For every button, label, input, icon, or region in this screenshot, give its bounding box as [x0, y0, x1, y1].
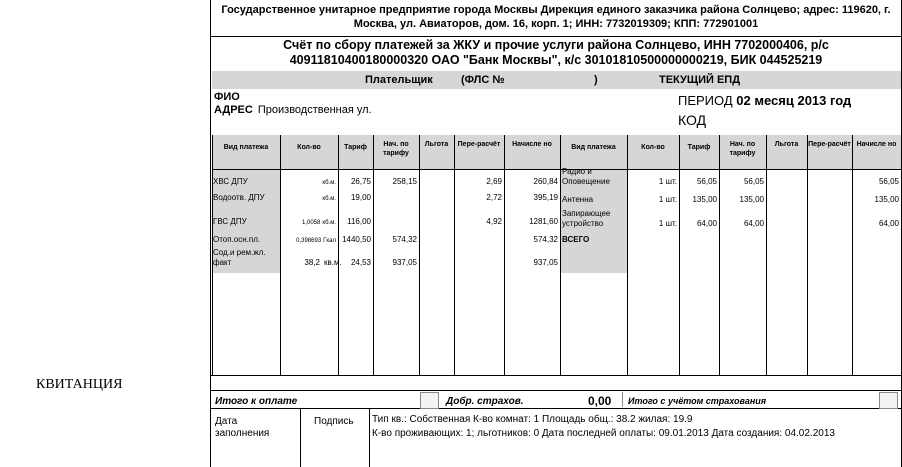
table-col-line [454, 135, 455, 375]
bill-header [212, 38, 900, 68]
left-row-name: Водоотв. ДПУ [213, 193, 265, 202]
info-block [372, 413, 835, 441]
itogo-ins-label: Итого с учётом страхования [628, 396, 767, 406]
left-row-name: Отоп.осн.пл. [213, 235, 261, 244]
left-header-cell: Вид платежа [223, 144, 269, 151]
right-row-name: Антенна [562, 195, 594, 204]
total-label: ВСЕГО [562, 235, 590, 244]
right-row-qty: 1 шт. [658, 219, 677, 228]
left-row-name: Сод.и рем.жл. факт [213, 248, 266, 267]
table-col-line [419, 135, 420, 375]
left-row-qty [280, 218, 336, 228]
table-col-line [280, 135, 281, 375]
table-col-line [766, 135, 767, 375]
address-label: АДРЕС [214, 104, 253, 116]
left-row-total: 260,84 [533, 177, 558, 186]
right-header-cell: Льгота [774, 141, 799, 148]
itogo-ins-box [879, 392, 898, 409]
bill-line-2: 40911810400180000320 ОАО "Банк Москвы", к/с 30101810500000000219, БИК 044525219 [289, 53, 823, 67]
address-row [214, 104, 372, 116]
left-header-cell: Пере-расчёт [457, 141, 501, 148]
left-header-cell: Льгота [424, 141, 449, 148]
left-row-tariff: 26,75 [350, 177, 371, 186]
table-col-line [373, 135, 374, 375]
divider [210, 375, 902, 376]
table-col-line [504, 135, 505, 375]
epd-label: ТЕКУЩИЙ ЕПД [659, 74, 741, 86]
divider [210, 390, 902, 391]
address-value: Производственная ул. [257, 104, 372, 116]
table-col-line [807, 135, 808, 375]
left-border [210, 0, 211, 467]
info-line-2: К-во проживающих: 1; льготников: 0 Дата последней оплаты: 09.01.2013 Дата создания: 04.02.2013 [372, 428, 835, 439]
table-col-line [679, 135, 680, 375]
insurance-label: Добр. страхов. [446, 396, 524, 407]
right-row-qty: 1 шт. [658, 195, 677, 204]
divider [300, 408, 301, 467]
table-col-line [627, 135, 628, 375]
kod-label: КОД [678, 112, 707, 128]
table-header-line [212, 169, 901, 170]
right-header-cell: Тариф [687, 144, 711, 151]
period-label: ПЕРИОД [678, 93, 733, 108]
left-header-cell: Нач. по тарифу [383, 141, 409, 157]
left-header-cell: Кол-во [297, 144, 321, 151]
left-row-tariff: 24,53 [350, 258, 371, 267]
right-header-cell: Пере-расчёт [808, 141, 851, 148]
left-row-qty [280, 236, 336, 246]
left-row-tariff: 19,00 [350, 193, 371, 202]
period-value: 02 месяц 2013 год [736, 93, 852, 108]
left-row-accrued: 258,15 [392, 177, 417, 186]
left-row-tariff: 116,00 [347, 217, 371, 226]
payer-bar [212, 71, 901, 89]
charges-table [212, 135, 901, 375]
kvitancia-label: КВИТАНЦИЯ [36, 377, 123, 392]
left-row-accrued: 937,05 [392, 258, 417, 267]
divider [210, 408, 902, 409]
left-row-recalc: 2,72 [486, 193, 502, 202]
org-header [212, 3, 900, 31]
date-label-2: заполнения [215, 428, 270, 439]
unit-value: Гкал [323, 238, 336, 244]
right-header-cell: Начисле но [856, 141, 897, 148]
right-row-accrued: 135,00 [739, 195, 764, 204]
right-row-tariff: 64,00 [696, 219, 717, 228]
right-row-total: 64,00 [878, 219, 899, 228]
left-row-recalc: 2,69 [486, 177, 502, 186]
unit-value: кб.м. [322, 180, 336, 186]
right-header-cell: Кол-во [641, 144, 665, 151]
bill-line-1: Счёт по сбору платежей за ЖКУ и прочие услуги района Солнцево, ИНН 7702000406, р/с [283, 38, 829, 52]
unit-value: кб.м. [322, 196, 336, 202]
left-row-name: ХВС ДПУ [213, 177, 248, 186]
payer-label: Плательщик [365, 74, 433, 86]
right-row-tariff: 56,05 [696, 177, 717, 186]
right-row-accrued: 64,00 [743, 219, 764, 228]
left-header-cell: Тариф [344, 144, 367, 151]
right-row-total: 135,00 [874, 195, 899, 204]
fls-label: (ФЛС № [461, 74, 505, 86]
right-row-total: 56,05 [878, 177, 899, 186]
left-row-total: 395,19 [533, 193, 558, 202]
fls-close: ) [594, 74, 598, 86]
sign-label: Подпись [314, 416, 354, 427]
org-line-1: Государственное унитарное предприятие города Москвы Дирекция единого заказчика района Солнцево; адрес: 119620, г. [221, 4, 891, 16]
date-label-1: Дата [215, 416, 238, 427]
left-row-total: 937,05 [533, 258, 558, 267]
table-col-line [719, 135, 720, 375]
right-row-tariff: 135,00 [692, 195, 717, 204]
left-row-total: 1281,60 [529, 217, 558, 226]
right-row-accrued: 56,05 [743, 177, 764, 186]
period-row [678, 93, 851, 108]
date-label [215, 416, 269, 440]
left-row-qty [280, 178, 336, 188]
right-header-cell: Вид платежа [571, 144, 616, 151]
right-row-qty: 1 шт. [658, 177, 677, 186]
fio-label: ФИО [214, 91, 240, 103]
itogo-box [420, 392, 439, 409]
left-row-qty [280, 194, 336, 204]
right-row-name: Запирающее устройство [562, 209, 611, 228]
table-col-line [338, 135, 339, 375]
table-col-line [852, 135, 853, 375]
left-row-total: 574,32 [533, 235, 558, 244]
left-row-unit: кв.м. [324, 258, 342, 267]
insurance-box [622, 392, 623, 407]
right-row-name: Радио и Оповещение [562, 167, 610, 186]
left-row-name: ГВС ДПУ [213, 217, 247, 226]
qty-value: 1,0058 [301, 220, 321, 226]
divider [210, 36, 902, 37]
info-line-1: Тип кв.: Собственная К-во комнат: 1 Площадь общ.: 38.2 жилая: 19.9 [372, 414, 693, 425]
left-row-accrued: 574,32 [392, 235, 417, 244]
qty-value: 0,398693 [296, 238, 322, 244]
left-header-cell: Начисле но [512, 141, 552, 148]
insurance-value: 0,00 [588, 394, 612, 408]
unit-value: кб.м. [322, 220, 336, 226]
table-col-line [560, 135, 561, 375]
right-header-cell: Нач. по тарифу [729, 141, 756, 157]
left-row-tariff: 1440,50 [342, 235, 371, 244]
org-line-2: Москва, ул. Авиаторов, дом. 16, корп. 1; ИНН: 7732019309; КПП: 772901001 [353, 18, 759, 30]
left-row-recalc: 4,92 [486, 217, 502, 226]
divider [369, 408, 370, 467]
left-row-qty: 38,2 [304, 258, 320, 267]
itogo-label: Итого к оплате [215, 396, 298, 407]
